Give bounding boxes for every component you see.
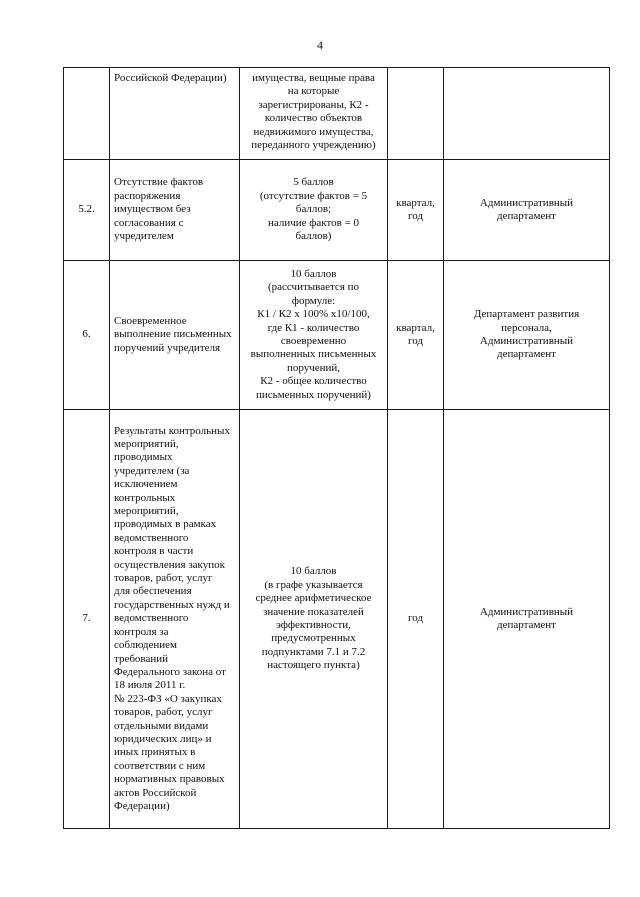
period-cell: год [388, 410, 444, 829]
period-cell: квартал, год [388, 261, 444, 410]
department-cell: Административный департамент [444, 160, 610, 261]
page-number: 4 [317, 38, 323, 52]
row-number-cell: 5.2. [64, 160, 110, 261]
criterion-cell: Российской Федерации) [110, 68, 240, 160]
row-number-cell: 7. [64, 410, 110, 829]
criterion-cell: Отсутствие фактов распоряжения имуществом без согласования с учредителем [110, 160, 240, 261]
period-cell [388, 68, 444, 160]
row-number-cell [64, 68, 110, 160]
score-cell: 10 баллов (в графе указывается среднее арифметическое значение показателей эффективности, предусмотренных подпунктами 7.1 и 7.2 настоящего пункта) [240, 410, 388, 829]
department-cell: Департамент развития персонала, Административный департамент [444, 261, 610, 410]
table-row-7 [64, 410, 610, 829]
criterion-cell: Своевременное выполнение письменных поручений учредителя [110, 261, 240, 410]
score-cell: имущества, вещные права на которые зарегистрированы, К2 - количество объектов недвижимого имущества, переданного учреждению) [240, 68, 388, 160]
score-cell: 10 баллов (рассчитывается по формуле: К1 / К2 x 100% x10/100, где К1 - количество своевременно выполненных письменных поручений, К2 - общее количество письменных поручений) [240, 261, 388, 410]
period-cell: квартал, год [388, 160, 444, 261]
row-number-cell: 6. [64, 261, 110, 410]
table-row-6 [64, 261, 610, 410]
table-row-5-2 [64, 160, 610, 261]
criterion-cell: Результаты контрольных мероприятий, проводимых учредителем (за исключением контрольных мероприятий, проводимых в рамках ведомственного контроля в части осуществления закупок товаров, работ, услуг для обеспечения государственных нужд и ведомственного контроля за соблюдением требований Федерального закона от 18 июля 2011 г. № 223-ФЗ «О закупках товаров, работ, услуг отдельными видами юридических лиц» и иных принятых в соответствии с ним нормативных правовых актов Российской Федерации) [110, 410, 240, 829]
department-cell [444, 68, 610, 160]
table-row-continuation [64, 68, 610, 160]
score-cell: 5 баллов (отсутствие фактов = 5 баллов; наличие фактов = 0 баллов) [240, 160, 388, 261]
department-cell: Административный департамент [444, 410, 610, 829]
criteria-table [63, 67, 610, 829]
